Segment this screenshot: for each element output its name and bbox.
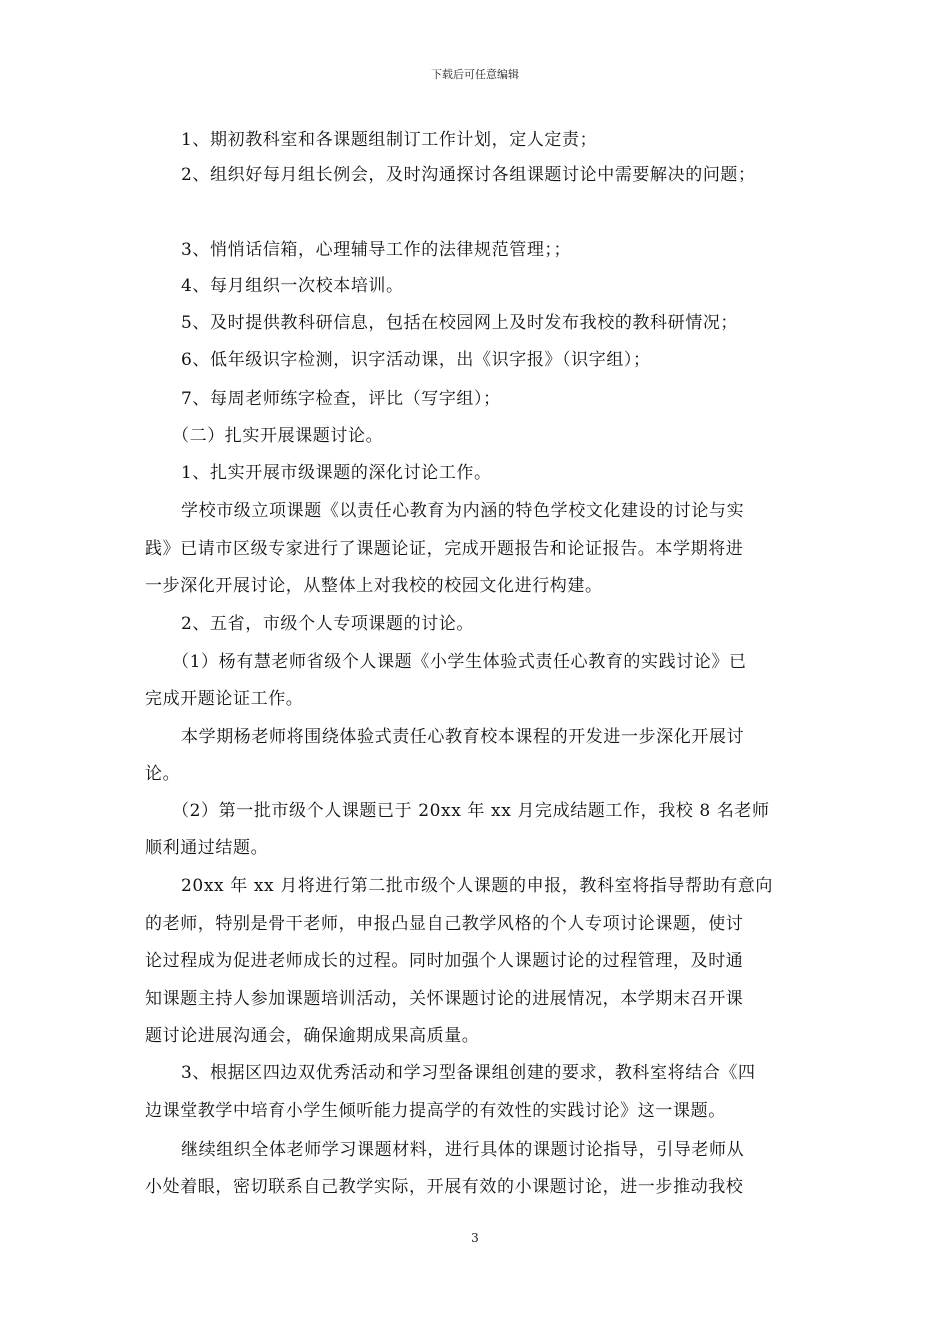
- paragraph-line: 论。: [145, 764, 181, 784]
- paragraph-line: 2、组织好每月组长例会，及时沟通探讨各组课题讨论中需要解决的问题；: [181, 165, 756, 185]
- page-number: 3: [471, 1231, 479, 1245]
- paragraph-line: 6、低年级识字检测，识字活动课，出《识字报》（识字组）；: [181, 350, 651, 370]
- paragraph-line: 顺利通过结题。: [145, 838, 269, 858]
- paragraph-line: 一步深化开展讨论，从整体上对我校的校园文化进行构建。: [145, 576, 603, 596]
- paragraph-line: 小处着眼，密切联系自己教学实际，开展有效的小课题讨论，进一步推动我校: [145, 1177, 744, 1197]
- paragraph-line: 3、悄悄话信箱，心理辅导工作的法律规范管理；；: [181, 240, 572, 260]
- paragraph-line: 践》已请市区级专家进行了课题论证，完成开题报告和论证报告。本学期将进: [145, 539, 744, 559]
- paragraph-line: 边课堂教学中培育小学生倾听能力提高学的有效性的实践讨论》这一课题。: [145, 1101, 726, 1121]
- page-header: 下载后可任意编辑: [431, 68, 519, 81]
- paragraph-line: 论过程成为促进老师成长的过程。同时加强个人课题讨论的过程管理，及时通: [145, 951, 744, 971]
- paragraph-line: 3、根据区四边双优秀活动和学习型备课组创建的要求，教科室将结合《四: [181, 1063, 756, 1083]
- paragraph-line: 的老师，特别是骨干老师，申报凸显自己教学风格的个人专项讨论课题，使讨: [145, 914, 744, 934]
- paragraph-line: 知课题主持人参加课题培训活动，关怀课题讨论的进展情况，本学期末召开课: [145, 989, 744, 1009]
- paragraph-line: 题讨论进展沟通会，确保逾期成果高质量。: [145, 1026, 480, 1046]
- paragraph-line: 5、及时提供教科研信息，包括在校园网上及时发布我校的教科研情况；: [181, 313, 739, 333]
- paragraph-line: 完成开题论证工作。: [145, 689, 304, 709]
- paragraph-line: 本学期杨老师将围绕体验式责任心教育校本课程的开发进一步深化开展讨: [181, 727, 745, 747]
- paragraph-line: 2、五省，市级个人专项课题的讨论。: [181, 614, 475, 634]
- paragraph-line: 7、每周老师练字检查，评比（写字组）；: [181, 389, 501, 409]
- paragraph-line: 1、扎实开展市级课题的深化讨论工作。: [181, 463, 492, 483]
- paragraph-line: 20xx 年 xx 月将进行第二批市级个人课题的申报，教科室将指导帮助有意向: [181, 876, 773, 896]
- paragraph-line: 4、每月组织一次校本培训。: [181, 276, 404, 296]
- paragraph-line: （2）第一批市级个人课题已于 20xx 年 xx 月完成结题工作，我校 8 名老师: [172, 801, 770, 821]
- paragraph-line: （二）扎实开展课题讨论。: [172, 426, 384, 446]
- paragraph-line: （1）杨有慧老师省级个人课题《小学生体验式责任心教育的实践讨论》已: [172, 652, 747, 672]
- paragraph-line: 继续组织全体老师学习课题材料，进行具体的课题讨论指导，引导老师从: [181, 1140, 745, 1160]
- paragraph-line: 学校市级立项课题《以责任心教育为内涵的特色学校文化建设的讨论与实: [181, 501, 745, 521]
- paragraph-line: 1、期初教科室和各课题组制订工作计划，定人定责；: [181, 130, 598, 150]
